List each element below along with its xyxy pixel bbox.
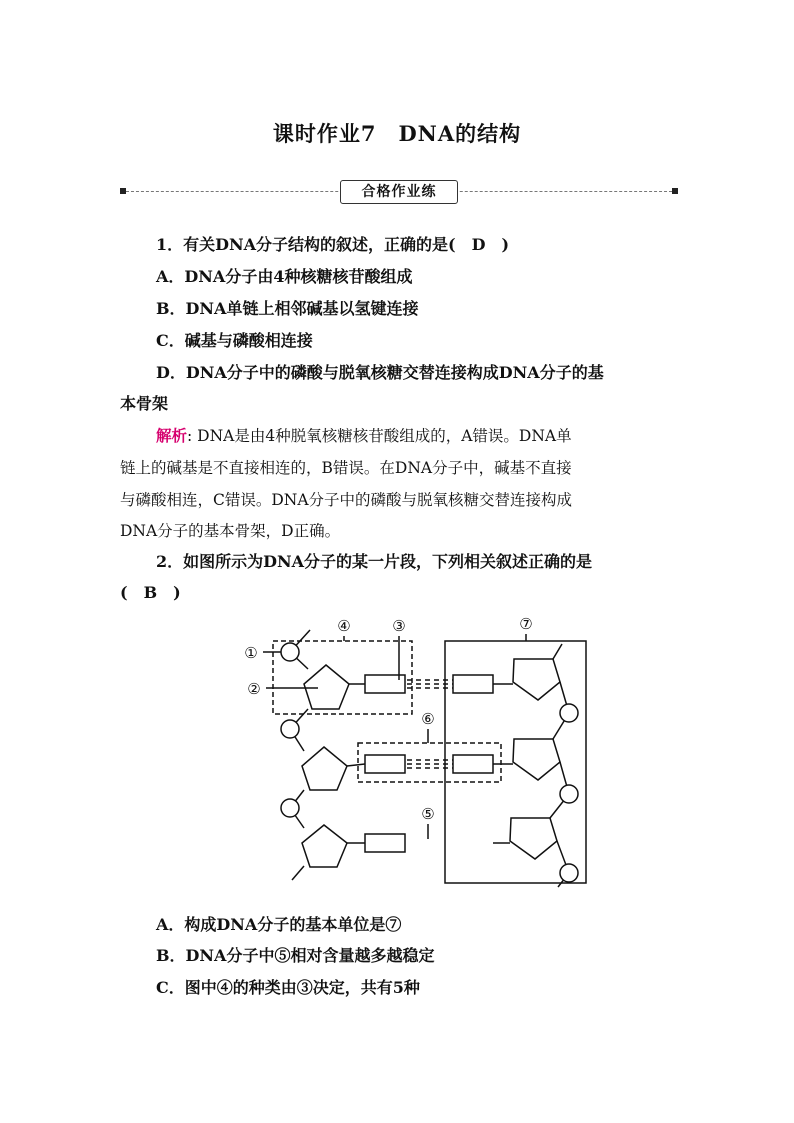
- deoxyribose: [513, 739, 560, 780]
- q1-explanation-line: DNA分子的基本骨架，D正确。: [120, 522, 341, 540]
- base: [453, 675, 493, 693]
- q2-option-c: C．图中④的种类由③决定，共有5种: [156, 978, 420, 997]
- label-4: ④: [337, 617, 351, 635]
- divider-end-right: [672, 188, 678, 194]
- base: [453, 755, 493, 773]
- phosphate: [560, 864, 578, 882]
- q1-option-b: B．DNA单链上相邻碱基以氢键连接: [156, 299, 419, 318]
- q1-stem: 1．有关DNA分子结构的叙述，正确的是( D ): [156, 235, 510, 254]
- divider-end-left: [120, 188, 126, 194]
- dna-fragment-diagram: [238, 612, 598, 902]
- label-2: ②: [247, 680, 261, 698]
- phosphate: [560, 785, 578, 803]
- q2-option-b: B．DNA分子中⑤相对含量越多越稳定: [156, 946, 435, 965]
- base: [365, 834, 405, 852]
- q1-option-c: C．碱基与磷酸相连接: [156, 331, 313, 350]
- label-1: ①: [244, 644, 258, 662]
- q1-option-a: A．DNA分子由4种核糖核苷酸组成: [156, 267, 413, 286]
- deoxyribose: [304, 665, 349, 709]
- dna-diagram-svg: [238, 612, 598, 902]
- q1-explanation-line: 链上的碱基是不直接相连的，B错误。在DNA分子中，碱基不直接: [120, 459, 572, 477]
- sugar-base-bond: [347, 764, 365, 766]
- phosphate: [281, 799, 299, 817]
- phosphate: [281, 643, 299, 661]
- q1-explanation: [120, 424, 712, 448]
- label-5: ⑤: [421, 805, 435, 823]
- page-title: 课时作业7 DNA的结构: [272, 121, 522, 146]
- deoxyribose: [510, 818, 557, 859]
- base: [365, 755, 405, 773]
- q1-option-d: D．DNA分子中的磷酸与脱氧核糖交替连接构成DNA分子的基: [156, 363, 604, 382]
- q1-option-d-cont: 本骨架: [120, 394, 169, 413]
- q2-stem: 2．如图所示为DNA分子的某一片段，下列相关叙述正确的是: [156, 552, 593, 571]
- q1-explanation-line: 与磷酸相连，C错误。DNA分子中的磷酸与脱氧核糖交替连接构成: [120, 491, 573, 509]
- label-7: ⑦: [519, 615, 533, 633]
- explanation-text: : DNA是由4种脱氧核糖核苷酸组成的，A错误。DNA单: [187, 427, 572, 445]
- q2-answer: ( B ): [120, 583, 181, 602]
- q2-option-a: A．构成DNA分子的基本单位是⑦: [156, 915, 402, 934]
- phosphate: [281, 720, 299, 738]
- deoxyribose: [513, 659, 560, 700]
- phosphate: [560, 704, 578, 722]
- deoxyribose: [302, 825, 347, 867]
- section-badge: 合格作业练: [340, 180, 458, 204]
- label-3: ③: [392, 617, 406, 635]
- label-6: ⑥: [421, 710, 435, 728]
- explanation-label: 解析: [156, 426, 188, 445]
- backbone-bond: [292, 866, 304, 880]
- deoxyribose: [302, 747, 347, 790]
- section-divider: [120, 180, 678, 204]
- backbone-bond: [553, 644, 562, 659]
